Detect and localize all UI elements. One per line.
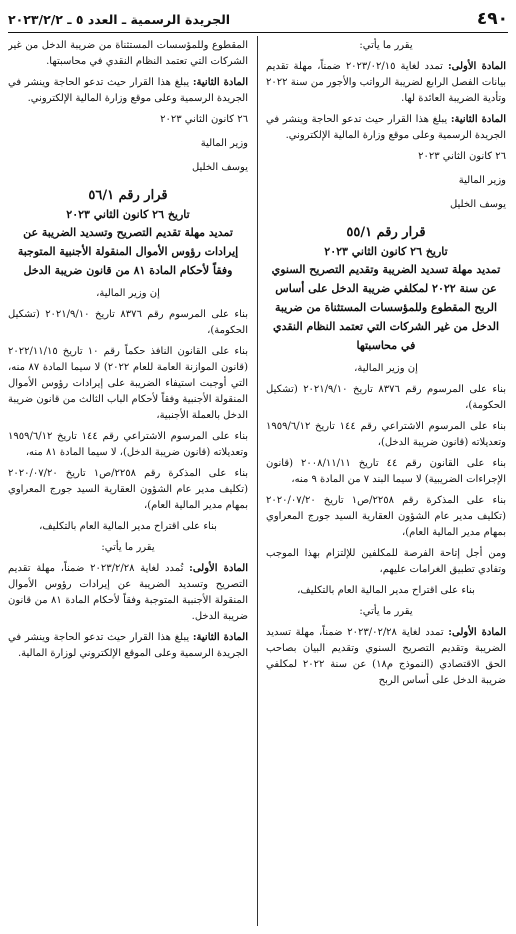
signature-date: ٢٦ كانون الثاني ٢٠٢٣	[418, 151, 506, 162]
decides-line: يقرر ما يأتي:	[359, 40, 413, 51]
article-2	[8, 75, 248, 107]
preamble-clause: ومن أجل إتاحة الفرصة للمكلفين للإلتزام بهذا الموجب وتفادي تطبيق الغرامات عليهم،	[266, 548, 506, 575]
article-label: المادة الأولى:	[448, 627, 506, 638]
decides-line: يقرر ما يأتي:	[359, 606, 413, 617]
decree-date: تاريخ ٢٦ كانون الثاني ٢٠٢٣	[66, 208, 190, 221]
continuation-text: المقطوع وللمؤسسات المستثناة من ضريبة الدخل من غير الشركات التي تعتمد النظام النقدي في محاسبتها.	[8, 40, 248, 67]
preamble-minister: إن وزير المالية،	[354, 363, 418, 374]
decides-line: يقرر ما يأتي:	[101, 542, 155, 553]
signature-date: ٢٦ كانون الثاني ٢٠٢٣	[160, 114, 248, 125]
signature-name: يوسف الخليل	[191, 162, 248, 173]
article-text: تمدد لغاية ٢٠٢٣/٠٢/٢٨ ضمناً، مهلة تسديد الضريبة وتقديم التصريح السنوي وتقديم البيان بصاحب الحق الاقتصادي (النموذج م١٨) عن سنة ٢٠٢٢ لمكلفي ضريبة الدخل على أساس الربح	[266, 627, 506, 686]
page-number: ٤٩٠	[476, 9, 508, 29]
preamble-clause: بناء على المرسوم الاشتراعي رقم ١٤٤ تاريخ ١٩٥٩/٦/١٢ وتعديلاته (قانون ضريبة الدخل)، لا سيما المادة ٨١ منه،	[8, 431, 248, 458]
preamble-clause: بناء على القانون رقم ٤٤ تاريخ ٢٠٠٨/١١/١١ (قانون الإجراءات الضريبية) لا سيما البند ٧ من المادة ٩ منه،	[266, 458, 506, 485]
article-label: المادة الثانية:	[192, 77, 248, 88]
column-divider	[257, 36, 258, 926]
left-column	[8, 38, 248, 928]
preamble-clause: بناء على القانون النافذ حكماً رقم ١٠ تاريخ ٢٠٢٢/١١/١٥ (قانون الموازنة العامة للعام ٢٠٢٢) لا سيما المادة ٨٧ منه، التي أوجبت استيفاء الضريبة على إيرادات رؤوس الأموال المنقولة الأجنبية وفقاً لأحكام الباب الثالث من قانون ضريبة الدخل بالعملة الأجنبية،	[8, 346, 248, 421]
preamble-clause: بناء على اقتراح مدير المالية العام بالتكليف،	[297, 585, 475, 596]
decree-title: تمديد مهلة تسديد الضريبة وتقديم التصريح السنوي عن سنة ٢٠٢٢ لمكلفي ضريبة الدخل على أساس الربح المقطوع وللمؤسسات المستثناة من ضريبة الدخل من غير الشركات التي تعتمد النظام النقدي في محاسبتها	[271, 263, 501, 352]
preamble-clause: بناء على اقتراح مدير المالية العام بالتكليف،	[39, 521, 217, 532]
article-1	[266, 59, 506, 107]
article-label: المادة الأولى:	[447, 61, 506, 72]
preamble-minister: إن وزير المالية،	[96, 288, 160, 299]
decree-heading	[8, 186, 248, 280]
article-1	[266, 625, 506, 689]
preamble-clause: بناء على المذكرة رقم ٢٢٥٨/ص١ تاريخ ٢٠٢٠/٠٧/٢٠ (تكليف مدير عام الشؤون العقارية السيد جورج المعراوي بمهام مدير المالية العام)،	[8, 468, 248, 511]
article-1	[8, 561, 248, 625]
right-column	[266, 38, 506, 928]
signature-title: وزير المالية	[458, 175, 506, 186]
preamble-clause: بناء على المرسوم رقم ٨٣٧٦ تاريخ ٢٠٢١/٩/١٠ (تشكيل الحكومة)،	[266, 384, 506, 411]
page-header	[8, 6, 508, 33]
running-head: الجريدة الرسمية ـ العدد ٥ ـ ٢٠٢٣/٢/٢	[8, 11, 231, 27]
preamble-clause: بناء على المرسوم رقم ٨٣٧٦ تاريخ ٢٠٢١/٩/١٠ (تشكيل الحكومة)،	[8, 309, 248, 336]
article-text: تُمدد لغاية ٢٠٢٣/٢/٢٨ ضمناً، مهلة تقديم التصريح وتسديد الضريبة عن إيرادات رؤوس الأموال المنقولة الأجنبية المتوجبة وفقاً لأحكام المادة ٨١ من قانون ضريبة الدخل.	[8, 563, 248, 622]
article-text: يبلغ هذا القرار حيث تدعو الحاجة وينشر في الجريدة الرسمية وعلى موقع وزارة المالية الإلكتروني.	[8, 77, 248, 104]
article-text: تمدد لغاية ٢٠٢٣/٠٢/١٥ ضمناً، مهلة تقديم بيانات الفصل الرابع لضريبة الرواتب والأجور من سنة ٢٠٢٢ وتأدية الضريبة العائدة لها.	[266, 61, 506, 104]
decree-number: قرار رقم ٥٥/١	[346, 225, 426, 240]
decree-number: قرار رقم ٥٦/١	[88, 188, 168, 203]
article-label: المادة الثانية:	[450, 114, 506, 125]
article-text: يبلغ هذا القرار حيث تدعو الحاجة وينشر في الجريدة الرسمية وعلى موقع وزارة المالية الإلكتروني.	[266, 114, 506, 141]
decree-date: تاريخ ٢٦ كانون الثاني ٢٠٢٣	[324, 245, 448, 258]
decree-title: تمديد مهلة تقديم التصريح وتسديد الضريبة عن إيرادات رؤوس الأموال المنقولة الأجنبية المتوجبة وفقاً لأحكام المادة ٨١ من قانون ضريبة الدخل	[17, 226, 239, 277]
preamble-clause: بناء على المذكرة رقم ٢٢٥٨/ص١ تاريخ ٢٠٢٠/٠٧/٢٠ (تكليف مدير عام الشؤون العقارية السيد جورج المعراوي بمهام مدير المالية العام)،	[266, 495, 506, 538]
article-text: يبلغ هذا القرار حيث تدعو الحاجة وينشر في الجريدة الرسمية وعلى الموقع الإلكتروني لوزارة المالية.	[8, 632, 248, 659]
signature-name: يوسف الخليل	[449, 199, 506, 210]
article-label: المادة الثانية:	[192, 632, 248, 643]
signature-title: وزير المالية	[200, 138, 248, 149]
article-2	[8, 630, 248, 662]
article-label: المادة الأولى:	[189, 563, 248, 574]
decree-heading	[266, 223, 506, 355]
preamble-clause: بناء على المرسوم الاشتراعي رقم ١٤٤ تاريخ ١٩٥٩/٦/١٢ وتعديلاته (قانون ضريبة الدخل)،	[266, 421, 506, 448]
article-2	[266, 112, 506, 144]
